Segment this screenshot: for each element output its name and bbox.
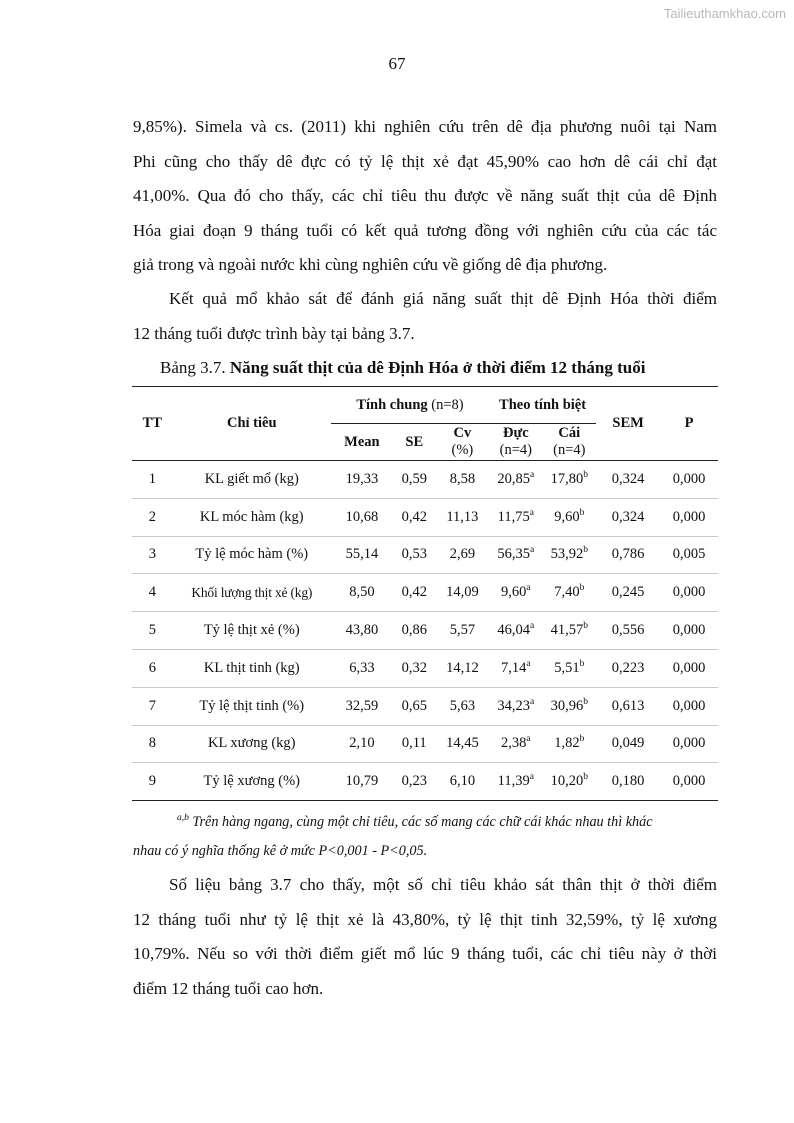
cell-se: 0,65 xyxy=(393,687,436,725)
header-duc xyxy=(489,424,542,461)
table-note xyxy=(133,808,717,866)
cell-label: Tỷ lệ thịt xẻ (%) xyxy=(173,612,331,650)
cell-cv: 14,45 xyxy=(436,725,489,763)
cell-tt: 9 xyxy=(132,763,173,801)
cell-duc xyxy=(489,725,542,763)
cell-p: 0,000 xyxy=(660,498,718,536)
cell-duc-superscript: a xyxy=(530,545,535,556)
cell-cai-value: 17,80 xyxy=(550,470,584,487)
header-chi-tieu: Chỉ tiêu xyxy=(173,387,331,461)
paragraph-line: Kết quả mổ khảo sát để đánh giá năng suất thịt dê Định Hóa thời điểm xyxy=(169,289,717,308)
cell-cai xyxy=(543,687,596,725)
note-text: Trên hàng ngang, cùng một chỉ tiêu, các số mang các chữ cái khác nhau thì khác xyxy=(192,814,653,830)
table-row xyxy=(132,763,718,801)
note-sup: a,b xyxy=(177,813,189,823)
cell-cai-superscript: b xyxy=(579,734,585,745)
paragraph-1 xyxy=(133,110,717,283)
cell-tt: 7 xyxy=(132,687,173,725)
cell-duc-superscript: a xyxy=(529,772,534,783)
header-tinh-chung xyxy=(331,387,489,424)
cell-p: 0,000 xyxy=(660,763,718,801)
cell-p: 0,000 xyxy=(660,725,718,763)
cell-cv: 5,63 xyxy=(436,687,489,725)
cell-cai-value: 1,82 xyxy=(554,735,580,752)
cell-label: Khối lượng thịt xẻ (kg) xyxy=(173,574,331,612)
header-tinh-chung-label: Tính chung xyxy=(356,396,428,413)
cell-cai xyxy=(543,725,596,763)
table-row xyxy=(132,725,718,763)
cell-sem: 0,324 xyxy=(596,498,660,536)
cell-cai-superscript: b xyxy=(583,469,588,480)
paragraph-line: Phi cũng cho thấy dê đực có tỷ lệ thịt xẻ đạt 45,90% cao hơn dê cái chỉ đạt xyxy=(133,151,717,171)
cell-cai xyxy=(543,461,596,499)
cell-sem: 0,613 xyxy=(596,687,660,725)
cell-sem: 0,223 xyxy=(596,649,660,687)
cell-cai-superscript: b xyxy=(583,696,588,707)
header-cai xyxy=(543,424,596,461)
header-cv xyxy=(436,424,489,461)
cell-tt: 4 xyxy=(132,574,173,612)
cell-duc-value: 11,75 xyxy=(497,508,530,525)
paragraph-line: 12 tháng tuổi được trình bày tại bảng 3.7. xyxy=(133,323,415,343)
note-line: nhau có ý nghĩa thống kê ở mức P<0,001 - P<0,05. xyxy=(133,843,428,859)
cell-p: 0,000 xyxy=(660,649,718,687)
header-theo-tinh-biet: Theo tính biệt xyxy=(489,387,596,424)
cell-se: 0,42 xyxy=(393,498,436,536)
cell-duc-superscript: a xyxy=(526,734,531,745)
cell-duc-superscript: a xyxy=(526,583,531,594)
cell-cai-superscript: b xyxy=(583,621,588,632)
cell-se: 0,42 xyxy=(393,574,436,612)
table-row xyxy=(132,536,718,574)
cell-duc-value: 20,85 xyxy=(497,470,531,487)
cell-se: 0,11 xyxy=(393,725,436,763)
cell-duc xyxy=(489,763,542,801)
cell-cai-value: 53,92 xyxy=(550,546,584,563)
cell-cai-value: 10,20 xyxy=(550,773,584,790)
cell-p: 0,000 xyxy=(660,461,718,499)
cell-cai xyxy=(543,574,596,612)
cell-duc xyxy=(489,461,542,499)
cell-tt: 3 xyxy=(132,536,173,574)
watermark: Tailieuthamkhao.com xyxy=(663,6,786,21)
cell-cai xyxy=(543,649,596,687)
cell-mean: 55,14 xyxy=(331,536,393,574)
cell-cv: 2,69 xyxy=(436,536,489,574)
header-tinh-chung-n: (n=8) xyxy=(431,396,464,413)
cell-mean: 19,33 xyxy=(331,461,393,499)
cell-se: 0,32 xyxy=(393,649,436,687)
cell-duc-value: 7,14 xyxy=(501,659,527,676)
cell-p: 0,000 xyxy=(660,687,718,725)
cell-duc-value: 9,60 xyxy=(501,584,527,601)
cell-tt: 5 xyxy=(132,612,173,650)
cell-duc-value: 46,04 xyxy=(497,622,531,639)
header-p: P xyxy=(660,387,718,461)
table-body xyxy=(132,461,718,801)
paragraph-line: 10,79%. Nếu so với thời điểm giết mổ lúc 9 tháng tuổi, các chỉ tiêu này ở thời xyxy=(133,944,717,963)
cell-sem: 0,324 xyxy=(596,461,660,499)
cell-cv: 5,57 xyxy=(436,612,489,650)
paragraph-line: 41,00%. Qua đó cho thấy, các chỉ tiêu thu được về năng suất thịt của dê Định xyxy=(133,186,717,205)
page-number: 67 xyxy=(388,54,406,73)
table-row xyxy=(132,574,718,612)
table-row xyxy=(132,612,718,650)
cell-duc xyxy=(489,649,542,687)
cell-duc-superscript: a xyxy=(530,621,535,632)
cell-mean: 32,59 xyxy=(331,687,393,725)
cell-mean: 10,68 xyxy=(331,498,393,536)
cell-cv: 8,58 xyxy=(436,461,489,499)
cell-duc-value: 34,23 xyxy=(497,697,531,714)
cell-tt: 1 xyxy=(132,461,173,499)
cell-se: 0,59 xyxy=(393,461,436,499)
paragraph-line: 12 tháng tuổi như tỷ lệ thịt xẻ là 43,80%, tỷ lệ thịt tinh 32,59%, tỷ lệ xương xyxy=(133,909,717,929)
header-duc-n: (n=4) xyxy=(499,442,532,458)
header-cv-label: Cv xyxy=(453,425,472,441)
cell-label: KL thịt tinh (kg) xyxy=(173,649,331,687)
cell-cai-value: 5,51 xyxy=(554,659,580,676)
cell-mean: 8,50 xyxy=(331,574,393,612)
cell-cai-value: 30,96 xyxy=(550,697,584,714)
cell-duc xyxy=(489,687,542,725)
paragraph-line: điểm 12 tháng tuổi cao hơn. xyxy=(133,978,324,998)
cell-cai-superscript: b xyxy=(579,658,585,669)
header-tt: TT xyxy=(132,387,173,461)
cell-label: Tỷ lệ xương (%) xyxy=(173,763,331,801)
cell-duc xyxy=(489,574,542,612)
cell-duc-superscript: a xyxy=(529,507,534,518)
cell-cai xyxy=(543,536,596,574)
cell-se: 0,23 xyxy=(393,763,436,801)
cell-cai xyxy=(543,498,596,536)
cell-duc-value: 11,39 xyxy=(497,773,530,790)
cell-label: KL giết mổ (kg) xyxy=(173,461,331,499)
cell-label: KL xương (kg) xyxy=(173,725,331,763)
cell-mean: 6,33 xyxy=(331,649,393,687)
cell-mean: 10,79 xyxy=(331,763,393,801)
cell-cai-value: 9,60 xyxy=(554,508,580,525)
cell-cai-superscript: b xyxy=(583,772,588,783)
cell-cv: 11,13 xyxy=(436,498,489,536)
header-se: SE xyxy=(393,424,436,461)
cell-p: 0,000 xyxy=(660,612,718,650)
cell-cai xyxy=(543,763,596,801)
cell-p: 0,005 xyxy=(660,536,718,574)
header-cai-label: Cái xyxy=(558,425,581,441)
cell-sem: 0,245 xyxy=(596,574,660,612)
cell-cv: 14,09 xyxy=(436,574,489,612)
cell-duc-value: 56,35 xyxy=(497,546,531,563)
header-mean: Mean xyxy=(331,424,393,461)
paragraph-line: Hóa giai đoạn 9 tháng tuổi có kết quả tương đồng với nghiên cứu của các tác xyxy=(133,220,717,240)
cell-cai xyxy=(543,612,596,650)
cell-tt: 8 xyxy=(132,725,173,763)
cell-tt: 2 xyxy=(132,498,173,536)
cell-sem: 0,049 xyxy=(596,725,660,763)
header-duc-label: Đực xyxy=(503,425,529,441)
cell-sem: 0,786 xyxy=(596,536,660,574)
cell-cai-value: 7,40 xyxy=(554,584,580,601)
header-cv-unit: (%) xyxy=(451,442,474,458)
cell-tt: 6 xyxy=(132,649,173,687)
paragraph-2 xyxy=(133,282,717,351)
header-sem: SEM xyxy=(596,387,660,461)
cell-label: KL móc hàm (kg) xyxy=(173,498,331,536)
cell-duc xyxy=(489,498,542,536)
table-caption xyxy=(160,358,645,378)
cell-cai-value: 41,57 xyxy=(550,622,584,639)
cell-label: Tỷ lệ thịt tinh (%) xyxy=(173,687,331,725)
cell-duc-superscript: a xyxy=(530,696,535,707)
paragraph-line: giả trong và ngoài nước khi cùng nghiên cứu về giống dê địa phương. xyxy=(133,255,608,274)
paragraph-line: Số liệu bảng 3.7 cho thấy, một số chỉ tiêu khảo sát thân thịt ở thời điểm xyxy=(169,875,717,894)
table-row xyxy=(132,687,718,725)
paragraph-3 xyxy=(133,868,717,1006)
cell-duc-superscript: a xyxy=(526,658,531,669)
cell-cv: 6,10 xyxy=(436,763,489,801)
caption-prefix: Bảng 3.7. xyxy=(160,358,230,377)
note-line xyxy=(133,808,717,837)
cell-cai-superscript: b xyxy=(579,583,585,594)
cell-mean: 2,10 xyxy=(331,725,393,763)
cell-mean: 43,80 xyxy=(331,612,393,650)
cell-duc-superscript: a xyxy=(530,469,535,480)
caption-title: Năng suất thịt của dê Định Hóa ở thời điểm 12 tháng tuổi xyxy=(229,358,646,377)
cell-cai-superscript: b xyxy=(583,545,588,556)
table-row xyxy=(132,498,718,536)
cell-duc xyxy=(489,536,542,574)
cell-p: 0,000 xyxy=(660,574,718,612)
table-row xyxy=(132,649,718,687)
cell-sem: 0,180 xyxy=(596,763,660,801)
paragraph-line: 9,85%). Simela và cs. (2011) khi nghiên cứu trên dê địa phương nuôi tại Nam xyxy=(133,117,717,136)
cell-se: 0,86 xyxy=(393,612,436,650)
cell-cai-superscript: b xyxy=(579,507,585,518)
table-row xyxy=(132,461,718,499)
cell-cv: 14,12 xyxy=(436,649,489,687)
carcass-table xyxy=(132,386,718,801)
cell-label: Tỷ lệ móc hàm (%) xyxy=(173,536,331,574)
cell-sem: 0,556 xyxy=(596,612,660,650)
cell-duc-value: 2,38 xyxy=(501,735,527,752)
header-cai-n: (n=4) xyxy=(553,442,586,458)
cell-duc xyxy=(489,612,542,650)
cell-se: 0,53 xyxy=(393,536,436,574)
